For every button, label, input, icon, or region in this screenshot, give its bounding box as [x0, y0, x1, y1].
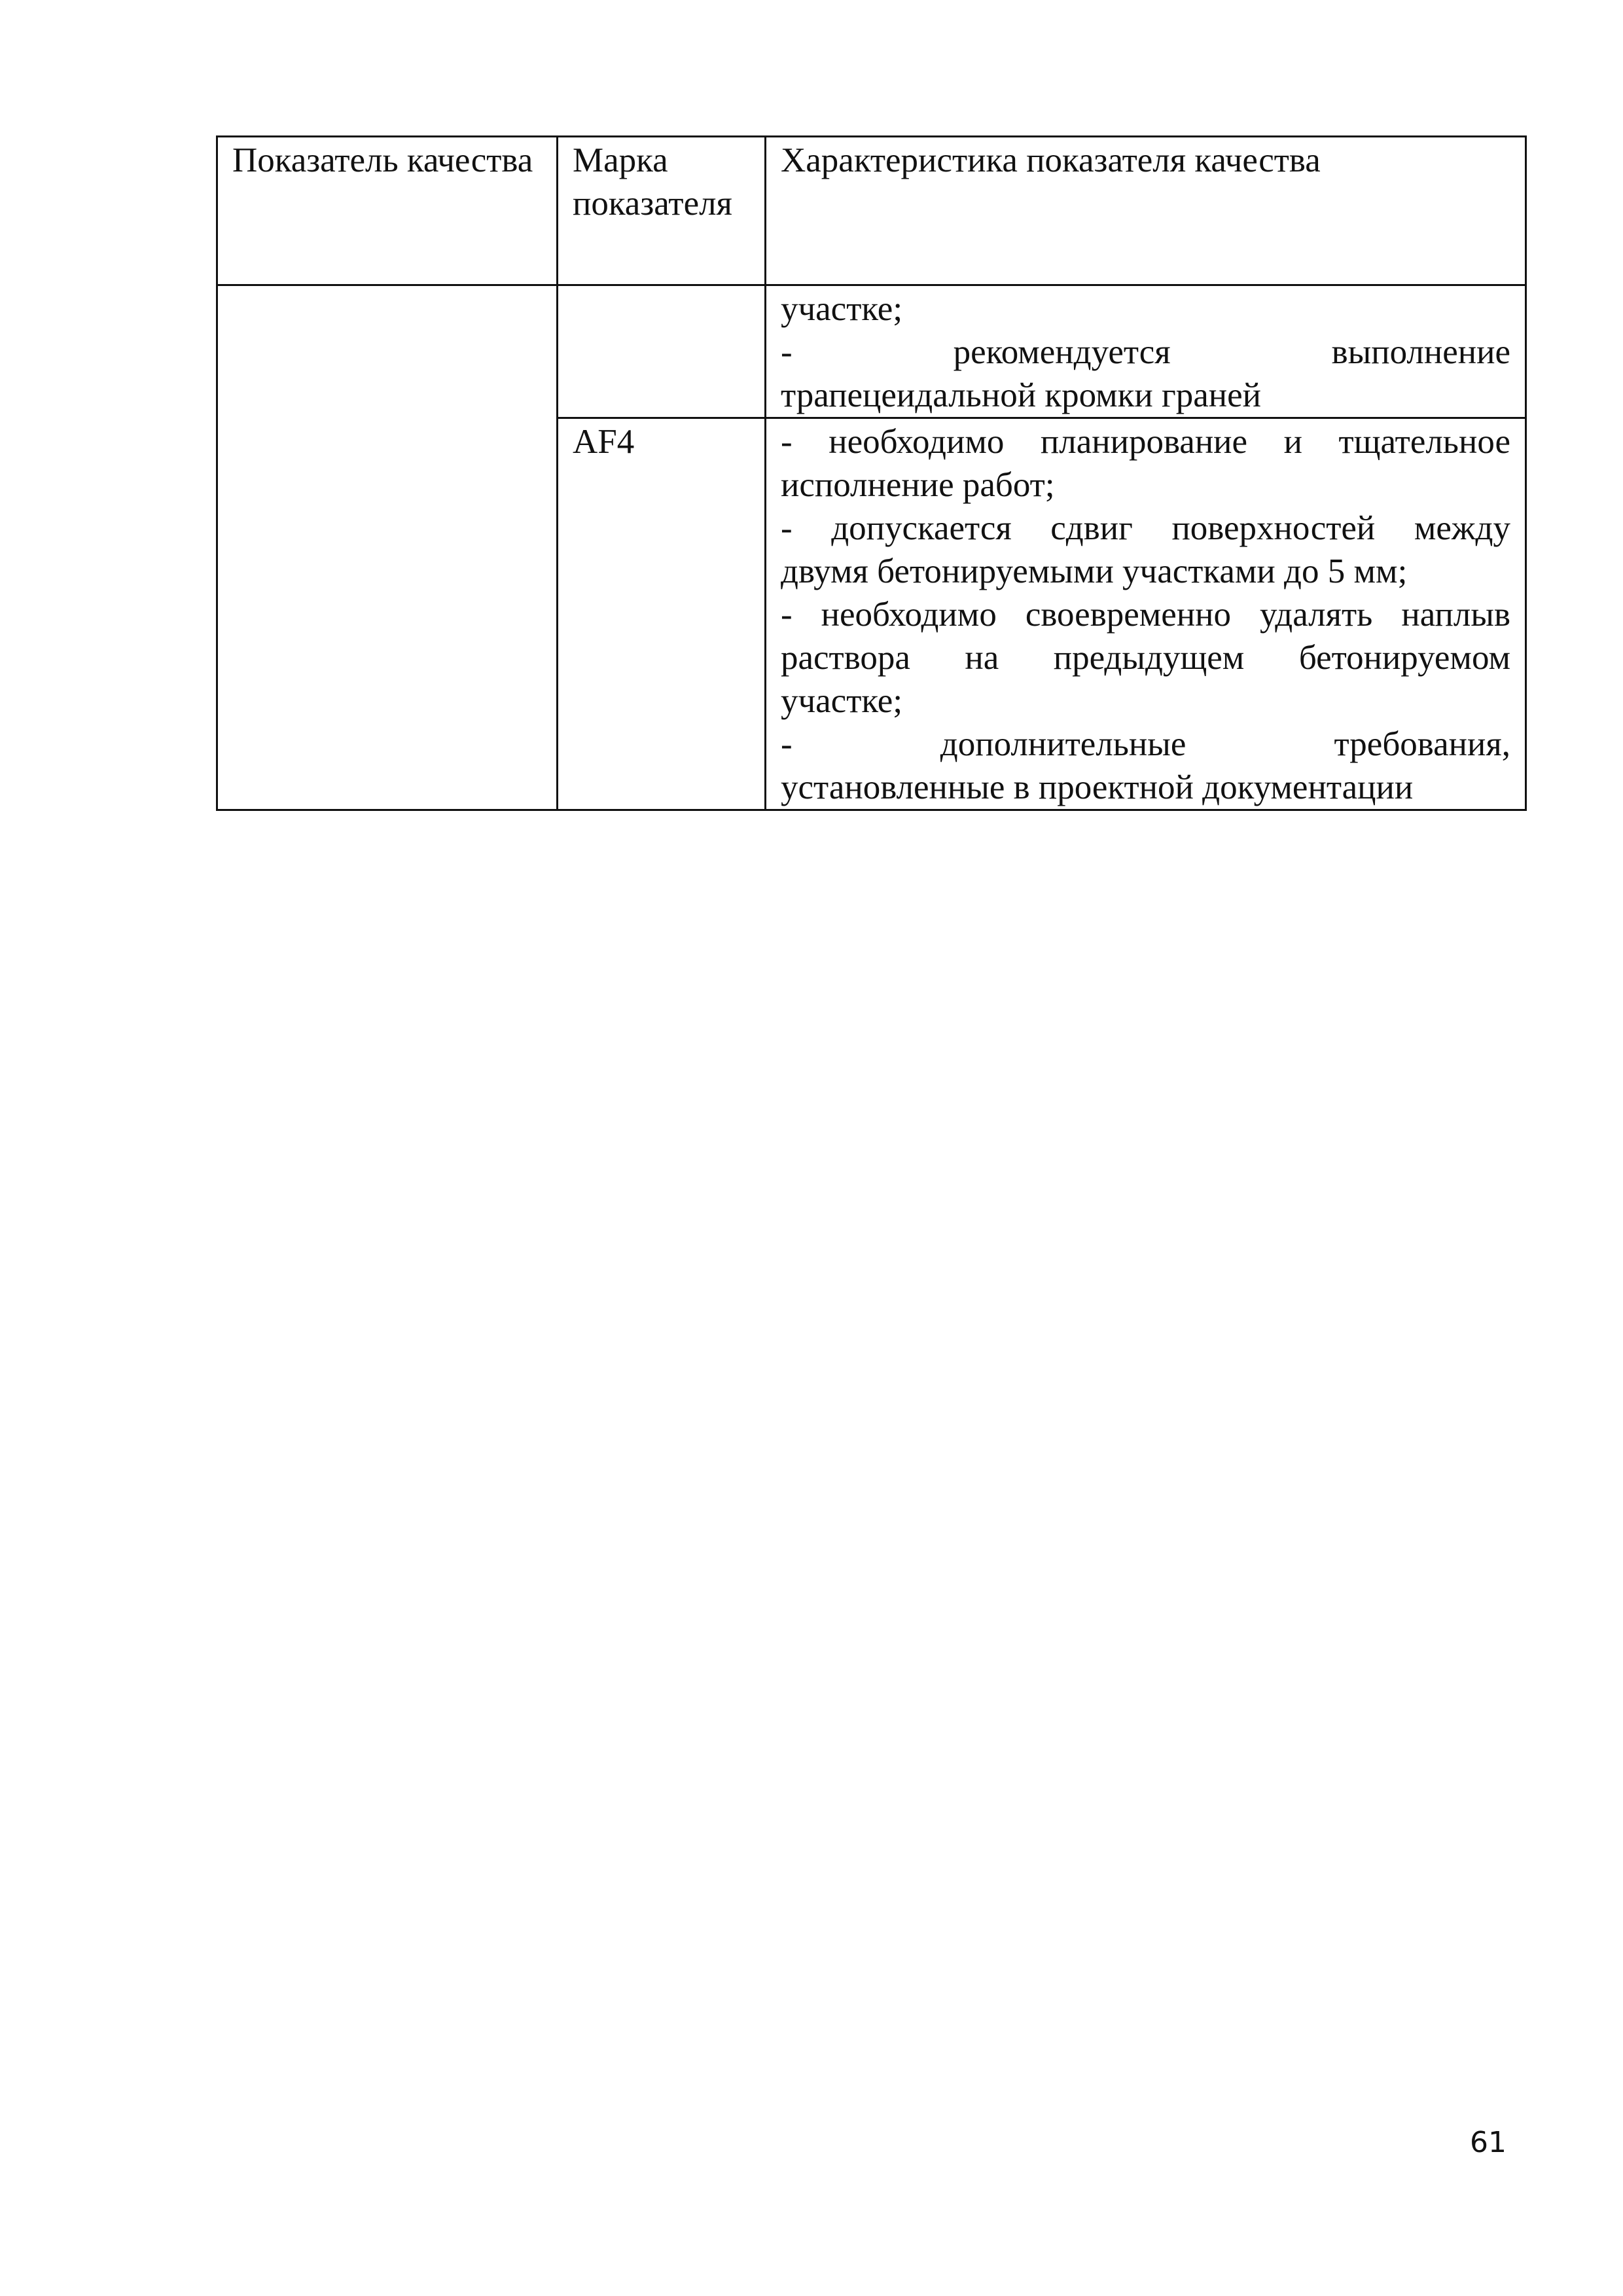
header-cell-indicator: [217, 137, 558, 285]
characteristic-line: участке;: [781, 290, 903, 328]
characteristic-line: - необходимо планирование и тщательное: [781, 423, 1510, 461]
characteristic-line: - необходимо своевременно удалять наплыв: [781, 596, 1510, 634]
mark-cell: [558, 285, 766, 418]
table-header-row: [217, 137, 1526, 285]
characteristic-line: двумя бетонируемыми участками до 5 мм;: [781, 552, 1408, 590]
header-label-characteristic: Характеристика показателя качества: [781, 141, 1321, 179]
mark-cell: AF4: [558, 418, 766, 810]
header-cell-mark: [558, 137, 766, 285]
characteristic-line: участке;: [781, 682, 903, 720]
indicator-cell: [217, 285, 558, 810]
characteristic-line: установленные в проектной документации: [781, 768, 1414, 806]
header-cell-characteristic: [766, 137, 1526, 285]
page-number: 61: [1470, 2126, 1507, 2159]
characteristic-cell: [766, 285, 1526, 418]
table-row: [217, 285, 1526, 418]
characteristic-cell: [766, 418, 1526, 810]
characteristic-line: раствора на предыдущем бетонируемом: [781, 639, 1510, 677]
characteristic-line: - рекомендуется выполнение: [781, 333, 1510, 371]
characteristic-line: исполнение работ;: [781, 466, 1055, 504]
characteristic-line: трапецеидальной кромки граней: [781, 376, 1261, 414]
characteristic-line: - допускается сдвиг поверхностей между: [781, 509, 1510, 547]
quality-indicators-table: [216, 135, 1527, 811]
header-label-indicator: Показатель качества: [232, 141, 533, 179]
characteristic-line: - дополнительные требования,: [781, 725, 1510, 763]
header-label-mark: Марка показателя: [573, 141, 732, 223]
